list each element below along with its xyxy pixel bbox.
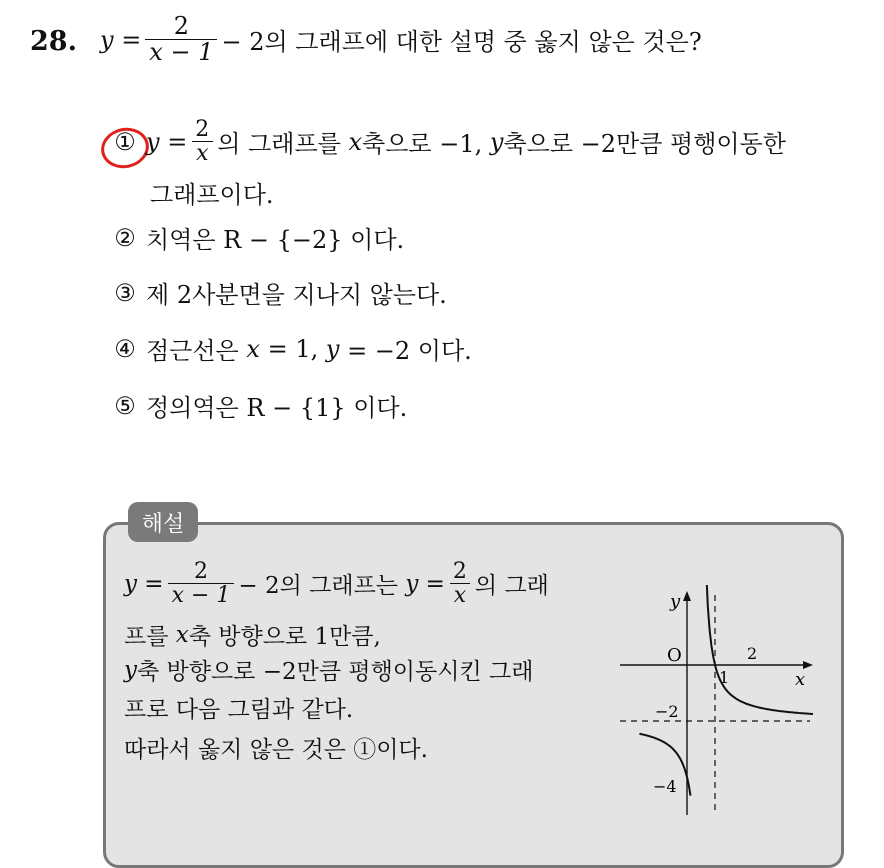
question-text (100, 14, 702, 65)
option-1-frac-den: x (192, 141, 212, 165)
x-axis-arrow (803, 661, 813, 669)
option-1-part1: 의 그래프를 (217, 130, 341, 159)
option-2[interactable] (112, 220, 404, 255)
exp-line3-post: 축 방향으로 −2만큼 평행이동시킨 그래 (137, 659, 534, 685)
x-tick-2: 2 (747, 644, 758, 663)
question-frac-den: x − 1 (145, 39, 217, 65)
exp-frac1-den: x − 1 (168, 583, 235, 607)
option-1-x-var: x (348, 127, 363, 156)
option-4-post: = −2 이다. (347, 337, 472, 365)
explanation-tag: 해설 (128, 502, 198, 542)
x-tick-1: 1 (719, 668, 730, 687)
exp-fraction-2 (449, 560, 471, 607)
option-4[interactable] (112, 331, 472, 366)
option-2-text: 치역은 R − {−2} 이다. (146, 226, 405, 254)
question-tail: − 2의 그래프에 대한 설명 중 옳지 않은 것은? (221, 28, 702, 57)
x-axis-label: x (795, 669, 806, 690)
option-4-marker: ④ (114, 334, 136, 363)
exp-fraction-1 (168, 560, 235, 607)
option-1-fraction (191, 118, 213, 165)
exp-line1-tail: 의 그래 (474, 573, 549, 600)
explanation-line-4: 프로 다음 그림과 같다. (124, 697, 354, 723)
explanation-line-5: 따라서 옳지 않은 것은 ①이다. (124, 737, 428, 763)
option-4-mid: = 1, (267, 334, 319, 363)
exp-y-eq: y = (124, 570, 164, 597)
y-axis-arrow (683, 591, 691, 601)
option-1-frac-num: 2 (195, 117, 210, 142)
question-number: 28. (30, 26, 77, 57)
option-3[interactable] (112, 275, 447, 310)
option-2-marker: ② (114, 223, 136, 252)
explanation-line-2 (124, 618, 381, 651)
exp-line1-mid: − 2의 그래프는 (238, 573, 399, 600)
option-4-pre: 점근선은 (146, 337, 239, 365)
exp-line3-y: y (124, 656, 137, 683)
y-tick-minus-2: −2 (655, 702, 679, 721)
exp-line2-x: x (175, 621, 189, 648)
question-fraction (145, 14, 217, 65)
option-1-part2: 축으로 −1, (362, 130, 483, 159)
option-3-marker: ③ (114, 278, 136, 307)
exp-frac1-num: 2 (193, 559, 208, 584)
option-3-text: 제 2사분면을 지나지 않는다. (146, 281, 447, 309)
exp-y-eq-2: y = (405, 570, 445, 597)
option-1-continuation: 그래프이다. (150, 181, 274, 209)
option-5-marker: ⑤ (114, 391, 136, 420)
exp-line2-pre: 프를 (124, 624, 169, 650)
question-frac-num: 2 (173, 12, 190, 40)
option-1[interactable] (112, 118, 786, 165)
explanation-line-1 (124, 560, 549, 607)
y-tick-minus-4: −4 (653, 777, 677, 796)
hyperbola-branch-right (706, 585, 813, 714)
option-1-y-eq: y = (146, 127, 188, 156)
origin-label: O (667, 645, 682, 666)
option-5-text: 정의역은 R − {1} 이다. (146, 394, 408, 422)
question-y-eq: y = (100, 25, 142, 54)
exp-frac2-den: x (450, 583, 470, 607)
y-axis-label: y (670, 591, 681, 612)
hyperbola-graph (615, 585, 825, 820)
explanation-line-3 (124, 653, 533, 686)
option-4-x-var: x (246, 334, 260, 363)
option-1-marker: ① (114, 127, 136, 156)
option-1-part3: 축으로 −2만큼 평행이동한 (503, 130, 786, 159)
option-5[interactable] (112, 388, 407, 423)
exp-frac2-num: 2 (452, 559, 467, 584)
option-1-y-var: y (489, 127, 504, 156)
option-4-y-var: y (325, 334, 340, 363)
exp-line2-post: 축 방향으로 1만큼, (188, 624, 381, 650)
